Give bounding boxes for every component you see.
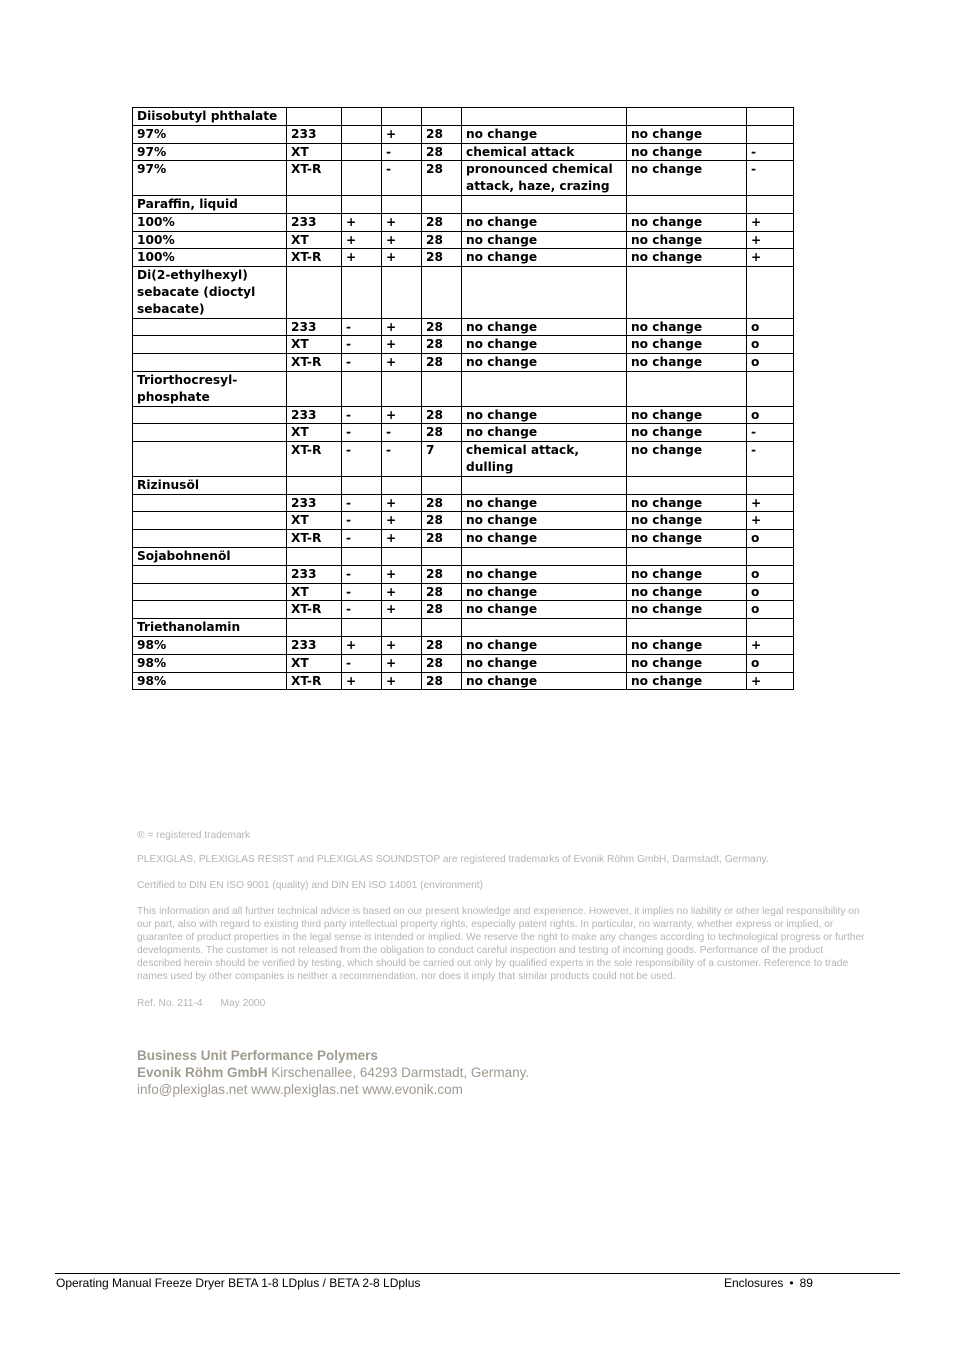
table-row [133, 547, 794, 565]
table-cell-appearance [462, 371, 627, 406]
table-cell-resistance-b: - [382, 442, 422, 477]
table-cell-substance: Diisobutyl phthalate [133, 108, 287, 126]
table-cell-change: no change [627, 213, 747, 231]
trademark-symbol-note: ® = registered trademark [137, 830, 251, 841]
table-cell-substance [133, 354, 287, 372]
table-row [133, 476, 794, 494]
table-cell-change: no change [627, 442, 747, 477]
table-row [133, 231, 794, 249]
table-cell-substance: 97% [133, 143, 287, 161]
table-cell-change: no change [627, 530, 747, 548]
table-cell-grade: XT-R [287, 249, 342, 267]
table-cell-appearance: chemical attack [462, 143, 627, 161]
table-cell-days: 28 [422, 143, 462, 161]
table-cell-appearance [462, 195, 627, 213]
table-cell-grade: 233 [287, 318, 342, 336]
table-cell-rating: o [747, 654, 794, 672]
table-cell-appearance [462, 267, 627, 318]
table-row [133, 195, 794, 213]
footer-section: Enclosures [724, 1276, 784, 1290]
table-cell-change: no change [627, 636, 747, 654]
table-cell-resistance-b: - [382, 143, 422, 161]
footer-page-number: 89 [799, 1276, 813, 1290]
table-cell-grade: XT-R [287, 354, 342, 372]
table-cell-grade: XT [287, 424, 342, 442]
table-cell-resistance-b: + [382, 583, 422, 601]
table-row [133, 249, 794, 267]
table-row [133, 636, 794, 654]
table-cell-rating [747, 476, 794, 494]
table-cell-appearance: no change [462, 654, 627, 672]
table-cell-days [422, 547, 462, 565]
table-cell-appearance: no change [462, 424, 627, 442]
disclaimer-text: This information and all further technical advice is based on our present knowledge and experience. However, it implies no liability or other legal responsibility on our part, also with regard to existing third party intellectual property rights, especially patent rights. In particular, no warranty, whether express or implied, or guarantee of product properties in the legal sense is intended or implied. We reserve the right to make any changes according to technological progress or further developments. The customer is not released from the obligation to conduct careful inspection and testing of incoming goods. Performance of the product described herein should be verified by testing, which should be carried out only by qualified experts in the sole responsibility of a customer. Reference to trade names used by other companies is neither a recommendation, nor does it imply that similar products could not be used. [137, 906, 865, 982]
table-cell-days: 28 [422, 249, 462, 267]
table-cell-resistance-a [342, 143, 382, 161]
table-cell-resistance-b: + [382, 213, 422, 231]
table-cell-grade: 233 [287, 565, 342, 583]
table-row [133, 354, 794, 372]
table-cell-resistance-b: + [382, 354, 422, 372]
table-cell-substance: Sojabohnenöl [133, 547, 287, 565]
table-row [133, 494, 794, 512]
business-unit: Business Unit Performance Polymers [137, 1048, 378, 1063]
table-cell-resistance-b [382, 371, 422, 406]
table-cell-appearance: no change [462, 336, 627, 354]
table-cell-grade: XT-R [287, 672, 342, 690]
table-cell-change: no change [627, 318, 747, 336]
table-cell-days: 28 [422, 406, 462, 424]
table-cell-change [627, 371, 747, 406]
reference-date: May 2000 [220, 998, 266, 1009]
table-cell-appearance: no change [462, 672, 627, 690]
table-cell-change [627, 547, 747, 565]
company-contact: info@plexiglas.net www.plexiglas.net www.evonik.com [137, 1082, 463, 1097]
table-cell-resistance-a: - [342, 565, 382, 583]
table-cell-substance [133, 512, 287, 530]
table-cell-resistance-a: - [342, 424, 382, 442]
table-cell-substance [133, 601, 287, 619]
table-cell-grade: 233 [287, 125, 342, 143]
reference-line [137, 997, 867, 1010]
table-cell-change: no change [627, 424, 747, 442]
table-cell-resistance-a: - [342, 336, 382, 354]
table-row [133, 583, 794, 601]
table-cell-rating: - [747, 442, 794, 477]
table-cell-days [422, 267, 462, 318]
table-cell-resistance-a: - [342, 318, 382, 336]
table-cell-rating: o [747, 318, 794, 336]
table-cell-appearance: no change [462, 406, 627, 424]
table-cell-rating [747, 195, 794, 213]
reference-number: Ref. No. 211-4 [137, 998, 203, 1009]
table-cell-change: no change [627, 672, 747, 690]
table-cell-resistance-b: + [382, 494, 422, 512]
table-cell-rating: + [747, 231, 794, 249]
table-cell-resistance-b: + [382, 249, 422, 267]
table-cell-change: no change [627, 354, 747, 372]
table-cell-resistance-a [342, 195, 382, 213]
table-cell-grade: XT-R [287, 161, 342, 196]
table-cell-change: no change [627, 231, 747, 249]
table-cell-days [422, 371, 462, 406]
table-cell-change [627, 619, 747, 637]
table-cell-substance: 98% [133, 636, 287, 654]
table-cell-days: 28 [422, 213, 462, 231]
table-cell-appearance: no change [462, 249, 627, 267]
table-cell-resistance-b: + [382, 406, 422, 424]
table-cell-appearance: no change [462, 125, 627, 143]
certification-note: Certified to DIN EN ISO 9001 (quality) and DIN EN ISO 14001 (environment) [137, 880, 483, 891]
table-cell-resistance-b: + [382, 636, 422, 654]
table-row [133, 565, 794, 583]
table-cell-resistance-a: - [342, 654, 382, 672]
table-cell-grade: 233 [287, 213, 342, 231]
table-cell-resistance-a: + [342, 636, 382, 654]
table-cell-resistance-a: + [342, 213, 382, 231]
table-cell-substance: 100% [133, 231, 287, 249]
table-cell-resistance-a: - [342, 601, 382, 619]
table-cell-substance [133, 494, 287, 512]
table-cell-resistance-a: + [342, 672, 382, 690]
table-row [133, 406, 794, 424]
table-cell-resistance-b: + [382, 601, 422, 619]
table-cell-resistance-a: - [342, 512, 382, 530]
table-cell-resistance-b: - [382, 424, 422, 442]
table-cell-grade: 233 [287, 406, 342, 424]
table-row [133, 213, 794, 231]
table-cell-rating [747, 371, 794, 406]
table-cell-substance [133, 318, 287, 336]
table-cell-grade [287, 195, 342, 213]
table-cell-grade [287, 547, 342, 565]
table-cell-days: 28 [422, 636, 462, 654]
table-cell-appearance [462, 619, 627, 637]
table-cell-grade [287, 267, 342, 318]
table-row [133, 161, 794, 196]
table-cell-change: no change [627, 143, 747, 161]
table-cell-resistance-a [342, 161, 382, 196]
table-cell-resistance-a [342, 371, 382, 406]
table-cell-days: 28 [422, 318, 462, 336]
table-cell-appearance: no change [462, 494, 627, 512]
table-cell-rating [747, 125, 794, 143]
table-cell-change: no change [627, 249, 747, 267]
table-cell-rating [747, 267, 794, 318]
table-cell-appearance [462, 476, 627, 494]
table-cell-rating: o [747, 530, 794, 548]
table-cell-substance [133, 336, 287, 354]
table-cell-change: no change [627, 565, 747, 583]
table-cell-substance [133, 530, 287, 548]
table-cell-resistance-a [342, 125, 382, 143]
table-cell-grade: XT-R [287, 530, 342, 548]
table-row [133, 371, 794, 406]
table-cell-days: 28 [422, 512, 462, 530]
table-cell-days: 28 [422, 601, 462, 619]
table-cell-resistance-b [382, 108, 422, 126]
table-cell-days: 28 [422, 530, 462, 548]
table-cell-resistance-a: - [342, 354, 382, 372]
table-cell-resistance-b [382, 547, 422, 565]
table-cell-resistance-b [382, 267, 422, 318]
table-cell-resistance-a [342, 108, 382, 126]
table-cell-change: no change [627, 406, 747, 424]
table-cell-rating [747, 547, 794, 565]
table-cell-days [422, 619, 462, 637]
table-cell-resistance-b: + [382, 530, 422, 548]
table-cell-grade: XT [287, 336, 342, 354]
legal-notice [137, 829, 867, 1010]
table-cell-days: 28 [422, 583, 462, 601]
table-cell-resistance-b: + [382, 672, 422, 690]
table-cell-rating: o [747, 336, 794, 354]
table-cell-rating: + [747, 512, 794, 530]
table-cell-appearance: no change [462, 636, 627, 654]
table-cell-substance: 100% [133, 249, 287, 267]
table-cell-substance: Paraffin, liquid [133, 195, 287, 213]
table-cell-grade: 233 [287, 494, 342, 512]
table-cell-substance: Triorthocresyl-phosphate [133, 371, 287, 406]
table-cell-resistance-b [382, 195, 422, 213]
company-address-line [137, 1064, 529, 1081]
chemical-resistance-table [132, 107, 794, 690]
table-cell-appearance: no change [462, 583, 627, 601]
table-cell-change: no change [627, 654, 747, 672]
company-name: Evonik Röhm GmbH [137, 1065, 268, 1080]
table-cell-days: 28 [422, 672, 462, 690]
table-cell-appearance: no change [462, 530, 627, 548]
table-cell-grade [287, 476, 342, 494]
table-cell-change: no change [627, 161, 747, 196]
table-cell-substance [133, 406, 287, 424]
table-cell-resistance-b: - [382, 161, 422, 196]
table-cell-substance: 97% [133, 161, 287, 196]
table-cell-resistance-b: + [382, 125, 422, 143]
table-cell-appearance: no change [462, 512, 627, 530]
table-cell-resistance-a: - [342, 406, 382, 424]
table-row [133, 512, 794, 530]
table-cell-grade: XT-R [287, 442, 342, 477]
footer-page-info [724, 1276, 813, 1290]
table-cell-appearance: no change [462, 601, 627, 619]
company-address: Kirschenallee, 64293 Darmstadt, Germany. [267, 1065, 530, 1080]
table-cell-appearance [462, 547, 627, 565]
table-cell-resistance-b [382, 619, 422, 637]
table-cell-substance: Triethanolamin [133, 619, 287, 637]
table-cell-resistance-a [342, 547, 382, 565]
table-cell-rating: + [747, 636, 794, 654]
table-cell-substance: 100% [133, 213, 287, 231]
table-cell-substance [133, 565, 287, 583]
table-cell-resistance-b: + [382, 654, 422, 672]
table-cell-rating: + [747, 672, 794, 690]
table-cell-rating: - [747, 143, 794, 161]
table-cell-grade: XT [287, 654, 342, 672]
table-cell-grade [287, 108, 342, 126]
table-cell-change: no change [627, 512, 747, 530]
table-cell-rating: + [747, 213, 794, 231]
table-cell-change [627, 108, 747, 126]
table-cell-change: no change [627, 601, 747, 619]
table-cell-rating [747, 619, 794, 637]
table-cell-resistance-a: - [342, 583, 382, 601]
footer-divider [55, 1273, 900, 1274]
table-cell-resistance-a: - [342, 530, 382, 548]
table-cell-days: 28 [422, 125, 462, 143]
table-cell-resistance-a: - [342, 494, 382, 512]
table-row [133, 318, 794, 336]
table-cell-change: no change [627, 494, 747, 512]
table-cell-resistance-b: + [382, 318, 422, 336]
table-cell-resistance-b: + [382, 565, 422, 583]
footer-bullet: • [789, 1276, 794, 1290]
table-row [133, 125, 794, 143]
table-cell-days: 28 [422, 424, 462, 442]
table-cell-days: 28 [422, 354, 462, 372]
table-cell-resistance-a [342, 619, 382, 637]
table-cell-grade: 233 [287, 636, 342, 654]
table-row [133, 424, 794, 442]
table-cell-substance: Di(2-ethylhexyl) sebacate (dioctyl sebacate) [133, 267, 287, 318]
footer-document-title: Operating Manual Freeze Dryer BETA 1-8 LDplus / BETA 2-8 LDplus [56, 1276, 421, 1290]
table-cell-rating: - [747, 161, 794, 196]
table-cell-appearance: chemical attack, dulling [462, 442, 627, 477]
trademarks-note: PLEXIGLAS, PLEXIGLAS RESIST and PLEXIGLAS SOUNDSTOP are registered trademarks of Evonik Röhm GmbH, Darmstadt, Germany. [137, 854, 769, 865]
table-row [133, 654, 794, 672]
table-cell-substance: 97% [133, 125, 287, 143]
table-row [133, 108, 794, 126]
table-cell-resistance-a: + [342, 231, 382, 249]
table-cell-rating: o [747, 583, 794, 601]
table-cell-appearance [462, 108, 627, 126]
table-cell-days: 28 [422, 565, 462, 583]
table-cell-rating: - [747, 424, 794, 442]
table-cell-grade: XT [287, 512, 342, 530]
table-cell-substance: Rizinusöl [133, 476, 287, 494]
table-cell-resistance-b: + [382, 336, 422, 354]
table-cell-rating: o [747, 565, 794, 583]
table-cell-resistance-a [342, 476, 382, 494]
table-cell-grade: XT [287, 143, 342, 161]
company-block [137, 1047, 529, 1098]
table-cell-rating: o [747, 601, 794, 619]
table-cell-grade: XT [287, 583, 342, 601]
table-cell-resistance-a: - [342, 442, 382, 477]
table-cell-appearance: no change [462, 318, 627, 336]
table-cell-substance: 98% [133, 654, 287, 672]
table-cell-resistance-b [382, 476, 422, 494]
table-row [133, 619, 794, 637]
table-cell-appearance: no change [462, 231, 627, 249]
table-cell-appearance: no change [462, 213, 627, 231]
table-row [133, 530, 794, 548]
table-cell-substance [133, 583, 287, 601]
table-cell-days [422, 108, 462, 126]
chemical-resistance-table-body [133, 108, 794, 690]
table-cell-rating [747, 108, 794, 126]
table-cell-days: 28 [422, 654, 462, 672]
table-cell-days: 28 [422, 336, 462, 354]
table-cell-grade: XT-R [287, 601, 342, 619]
table-cell-rating: o [747, 406, 794, 424]
table-cell-days: 7 [422, 442, 462, 477]
table-cell-resistance-a [342, 267, 382, 318]
table-cell-days: 28 [422, 494, 462, 512]
table-row [133, 601, 794, 619]
table-cell-days: 28 [422, 161, 462, 196]
table-cell-change [627, 267, 747, 318]
table-cell-change: no change [627, 583, 747, 601]
table-cell-appearance: no change [462, 565, 627, 583]
table-cell-grade: XT [287, 231, 342, 249]
table-cell-grade [287, 619, 342, 637]
table-cell-change [627, 476, 747, 494]
table-cell-days [422, 476, 462, 494]
table-cell-change: no change [627, 125, 747, 143]
table-cell-change [627, 195, 747, 213]
table-cell-substance: 98% [133, 672, 287, 690]
table-cell-appearance: pronounced chemical attack, haze, crazing [462, 161, 627, 196]
table-cell-appearance: no change [462, 354, 627, 372]
table-cell-change: no change [627, 336, 747, 354]
table-cell-days: 28 [422, 231, 462, 249]
table-cell-substance [133, 424, 287, 442]
table-cell-substance [133, 442, 287, 477]
table-row [133, 336, 794, 354]
table-cell-days [422, 195, 462, 213]
table-cell-resistance-a: + [342, 249, 382, 267]
table-cell-rating: + [747, 249, 794, 267]
table-cell-rating: o [747, 354, 794, 372]
table-row [133, 672, 794, 690]
table-row [133, 267, 794, 318]
table-cell-grade [287, 371, 342, 406]
table-cell-rating: + [747, 494, 794, 512]
table-row [133, 442, 794, 477]
table-cell-resistance-b: + [382, 512, 422, 530]
table-cell-resistance-b: + [382, 231, 422, 249]
table-row [133, 143, 794, 161]
